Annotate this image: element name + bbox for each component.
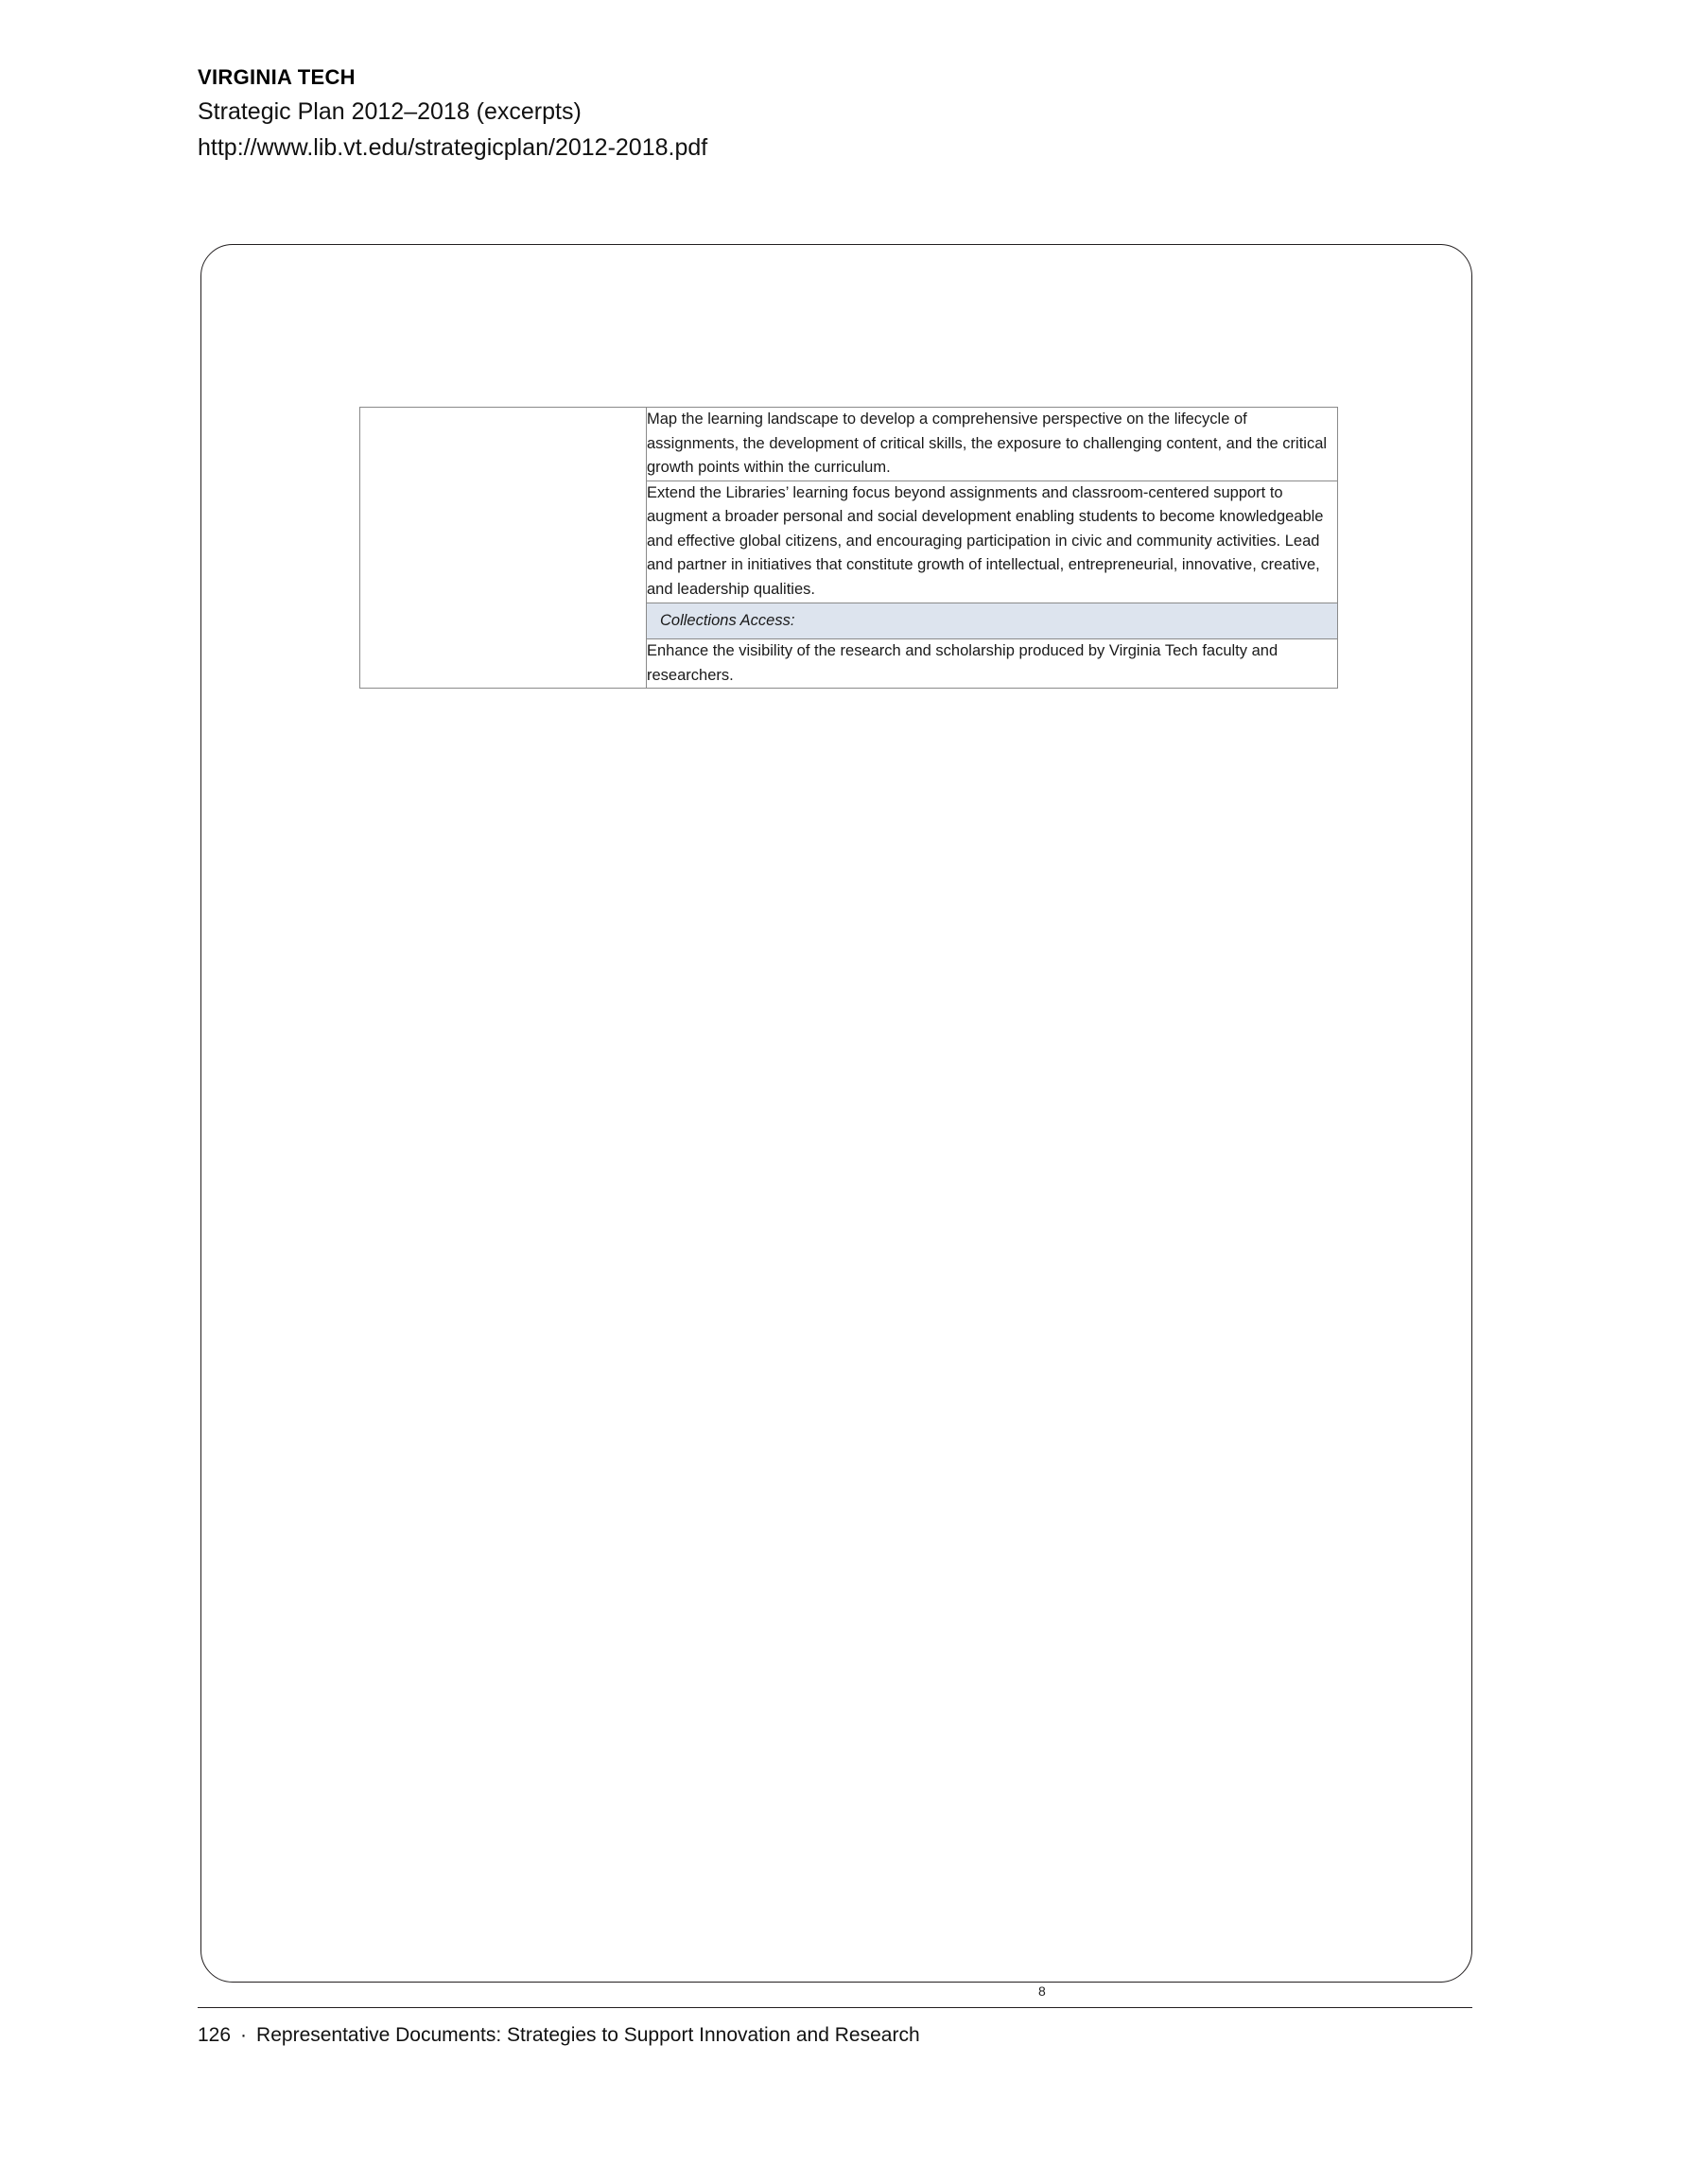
footer-text: Representative Documents: Strategies to Support Innovation and Research [256, 2024, 920, 2046]
strategic-plan-table [359, 407, 1335, 689]
sheet-page-number: 8 [1038, 1983, 1046, 1999]
table-row [360, 639, 1338, 689]
table-left-spacer-cell [360, 639, 647, 689]
table-row [360, 408, 1338, 481]
document-header [198, 62, 1332, 166]
table-row [360, 480, 1338, 603]
table-left-spacer-cell [360, 603, 647, 639]
organization-name: VIRGINIA TECH [198, 65, 356, 89]
footer-page-number: 126 [198, 2024, 232, 2046]
table-cell-text: Enhance the visibility of the research and scholarship produced by Virginia Tech faculty and researchers. [647, 639, 1338, 689]
page-title: Strategic Plan 2012–2018 (excerpts) [198, 97, 582, 125]
table-cell-text: Extend the Libraries’ learning focus beyond assignments and classroom-centered support to augment a broader personal and social development enabling students to become knowledgeable and effective global citizens, and encouraging participation in civic and community activities. Lead and partner in initiatives that constitute growth of intellectual, entrepreneurial, innovative, creative, and leadership qualities. [647, 480, 1338, 603]
footer-divider [198, 2007, 1472, 2008]
source-url: http://www.lib.vt.edu/strategicplan/2012-2018.pdf [198, 134, 708, 162]
table-section-header: Collections Access: [647, 603, 1338, 639]
table-left-spacer-cell [360, 408, 647, 481]
footer-separator: · [240, 2024, 248, 2046]
table-cell-text: Map the learning landscape to develop a comprehensive perspective on the lifecycle of assignments, the development of critical skills, the exposure to challenging content, and the critical growth points within the curriculum. [647, 408, 1338, 481]
table-row [360, 603, 1338, 639]
footer [198, 2024, 920, 2047]
table-left-spacer-cell [360, 480, 647, 603]
